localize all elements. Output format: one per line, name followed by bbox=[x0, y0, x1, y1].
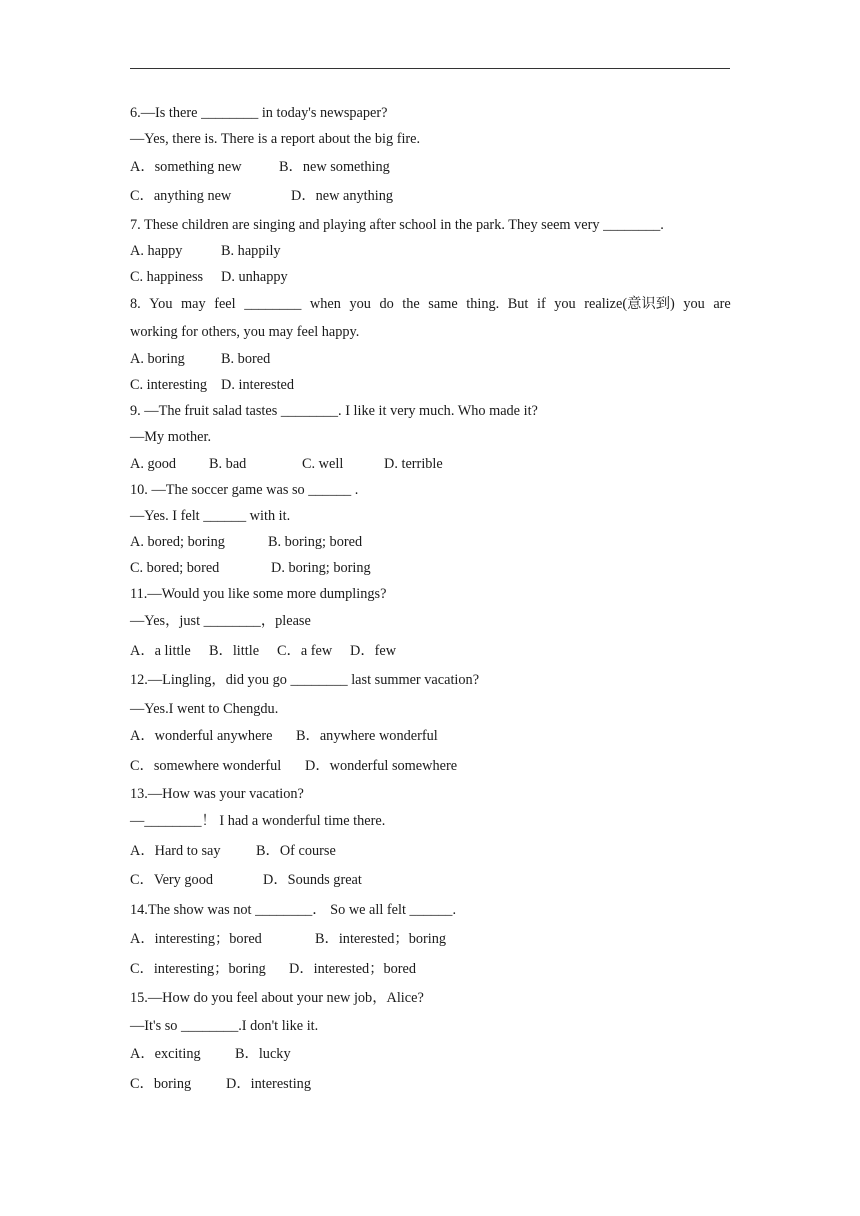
question-13-option-d: D．Sounds great bbox=[263, 872, 362, 888]
question-7-stem: 7. These children are singing and playing after school in the park. They seem very ________. bbox=[130, 217, 664, 233]
question-8-stem bbox=[130, 295, 731, 313]
stem-word: 8. bbox=[130, 296, 141, 312]
stem-word: if bbox=[536, 296, 546, 312]
stem-word: the bbox=[402, 296, 420, 312]
header-rule bbox=[130, 68, 730, 69]
question-7-option-b: B. happily bbox=[221, 243, 281, 259]
question-6-stem: 6.—Is there ________ in today's newspaper? bbox=[130, 105, 388, 121]
stem-word: are bbox=[713, 296, 731, 312]
stem-word: may bbox=[181, 296, 206, 312]
question-12-stem: 12.—Lingling，did you go ________ last summer vacation? bbox=[130, 672, 480, 688]
question-11-option-b: B．little bbox=[209, 643, 260, 659]
question-13-option-a: A．Hard to say bbox=[130, 843, 221, 859]
question-7-option-a: A. happy bbox=[130, 243, 183, 259]
question-8-option-a: A. boring bbox=[130, 351, 185, 367]
question-8-option-d: D. interested bbox=[221, 377, 295, 393]
stem-word: realize(意识到) bbox=[584, 296, 675, 312]
question-11-option-c: C．a few bbox=[277, 643, 333, 659]
stem-word: you bbox=[683, 296, 705, 312]
question-14-option-d: D．interested；bored bbox=[289, 961, 417, 977]
question-14-stem: 14.The show was not ________． So we all felt ______. bbox=[130, 902, 457, 918]
question-10-option-a: A. bored; boring bbox=[130, 534, 225, 550]
question-8-stem-continued: working for others, you may feel happy. bbox=[130, 324, 360, 340]
question-15-stem: 15.—How do you feel about your new job，Alice? bbox=[130, 990, 424, 1006]
question-15-reply: —It's so ________.I don't like it. bbox=[130, 1018, 319, 1034]
question-9-option-b: B. bad bbox=[209, 456, 247, 472]
question-13-option-b: B．Of course bbox=[256, 843, 336, 859]
question-10-option-d: D. boring; boring bbox=[271, 560, 371, 576]
question-15-option-a: A．exciting bbox=[130, 1046, 201, 1062]
question-15-option-b: B．lucky bbox=[235, 1046, 291, 1062]
question-6-option-b: B．new something bbox=[279, 159, 390, 175]
question-11-option-a: A．a little bbox=[130, 643, 191, 659]
question-12-option-d: D．wonderful somewhere bbox=[305, 758, 458, 774]
question-6-reply: —Yes, there is. There is a report about the big fire. bbox=[130, 131, 421, 147]
question-8-option-c: C. interesting bbox=[130, 377, 208, 393]
question-10-option-c: C. bored; bored bbox=[130, 560, 220, 576]
stem-word: when bbox=[309, 296, 341, 312]
question-9-option-a: A. good bbox=[130, 456, 177, 472]
question-15-option-d: D．interesting bbox=[226, 1076, 311, 1092]
stem-word: thing. bbox=[466, 296, 500, 312]
question-12-reply: —Yes.I went to Chengdu. bbox=[130, 701, 279, 717]
stem-word: you bbox=[554, 296, 576, 312]
question-11-option-d: D．few bbox=[350, 643, 397, 659]
question-11-reply: —Yes，just ________，please bbox=[130, 613, 311, 629]
question-14-option-c: C．interesting；boring bbox=[130, 961, 266, 977]
question-11-stem: 11.—Would you like some more dumplings? bbox=[130, 586, 387, 602]
question-9-reply: —My mother. bbox=[130, 429, 212, 445]
question-13-stem: 13.—How was your vacation? bbox=[130, 786, 304, 802]
stem-word: same bbox=[428, 296, 458, 312]
question-6-option-d: D．new anything bbox=[291, 188, 394, 204]
question-9-option-c: C. well bbox=[302, 456, 344, 472]
question-6-option-c: C．anything new bbox=[130, 188, 232, 204]
question-10-stem: 10. —The soccer game was so ______ . bbox=[130, 482, 359, 498]
question-12-option-a: A．wonderful anywhere bbox=[130, 728, 273, 744]
question-14-option-a: A．interesting；bored bbox=[130, 931, 262, 947]
question-7-option-c: C. happiness bbox=[130, 269, 204, 285]
question-12-option-c: C．somewhere wonderful bbox=[130, 758, 282, 774]
stem-word: feel bbox=[214, 296, 236, 312]
stem-word: But bbox=[507, 296, 529, 312]
question-9-option-d: D. terrible bbox=[384, 456, 443, 472]
question-13-reply: —________！ I had a wonderful time there. bbox=[130, 813, 386, 829]
question-10-reply: —Yes. I felt ______ with it. bbox=[130, 508, 291, 524]
answer-blank: ________ bbox=[244, 296, 302, 312]
question-12-option-b: B．anywhere wonderful bbox=[296, 728, 438, 744]
question-7-option-d: D. unhappy bbox=[221, 269, 288, 285]
question-10-option-b: B. boring; bored bbox=[268, 534, 363, 550]
stem-word: you bbox=[349, 296, 371, 312]
question-6-option-a: A．something new bbox=[130, 159, 242, 175]
stem-word: You bbox=[149, 296, 173, 312]
question-9-stem: 9. —The fruit salad tastes ________. I like it very much. Who made it? bbox=[130, 403, 538, 419]
question-8-option-b: B. bored bbox=[221, 351, 271, 367]
question-15-option-c: C．boring bbox=[130, 1076, 192, 1092]
question-14-option-b: B．interested；boring bbox=[315, 931, 447, 947]
question-13-option-c: C．Very good bbox=[130, 872, 213, 888]
stem-word: do bbox=[379, 296, 394, 312]
